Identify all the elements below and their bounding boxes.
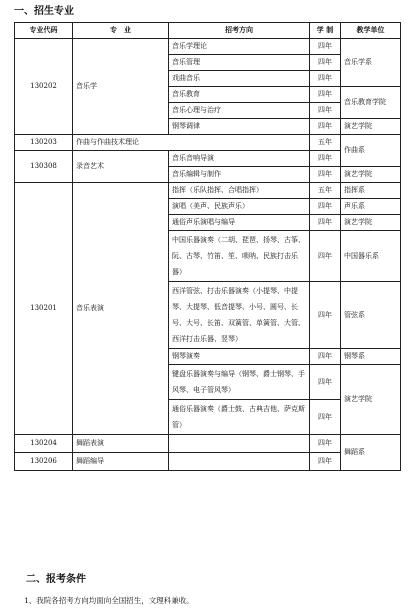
duration-cell: 四年 — [310, 71, 341, 87]
duration-cell: 四年 — [310, 453, 341, 471]
duration-cell: 四年 — [310, 365, 341, 400]
unit-cell: 音乐学系 — [341, 39, 401, 87]
direction-cell: 戏曲音乐 — [169, 71, 310, 87]
table-row — [15, 135, 401, 151]
direction-cell: 键盘乐器演奏与编导（钢琴、爵士钢琴、手风琴、电子管风琴） — [169, 365, 310, 400]
code-cell: 130308 — [15, 151, 73, 183]
direction-cell: 通俗乐器演奏（爵士鼓、古典吉他、萨克斯管） — [169, 400, 310, 435]
duration-cell: 四年 — [310, 87, 341, 103]
direction-cell — [169, 435, 310, 453]
direction-cell: 音乐教育 — [169, 87, 310, 103]
unit-cell: 舞蹈系 — [341, 435, 401, 471]
unit-cell: 演艺学院 — [341, 215, 401, 231]
duration-cell: 四年 — [310, 39, 341, 55]
direction-cell: 音乐心理与治疗 — [169, 103, 310, 119]
table-row — [15, 39, 401, 55]
duration-cell: 四年 — [310, 103, 341, 119]
duration-cell: 四年 — [310, 435, 341, 453]
header-code: 专业代码 — [15, 23, 73, 39]
duration-cell: 四年 — [310, 349, 341, 365]
unit-cell: 钢琴系 — [341, 349, 401, 365]
duration-cell: 五年 — [310, 135, 341, 151]
unit-cell: 演艺学院 — [341, 167, 401, 183]
direction-cell: 中国乐器演奏（二胡、琵琶、扬琴、古筝、阮、古琴、竹笛、笙、唢呐、民族打击乐器） — [169, 231, 310, 282]
majors-table — [14, 22, 401, 471]
unit-cell: 中国器乐系 — [341, 231, 401, 282]
direction-cell: 指挥（乐队指挥、合唱指挥） — [169, 183, 310, 199]
duration-cell: 四年 — [310, 215, 341, 231]
header-duration: 学 制 — [310, 23, 341, 39]
duration-cell: 四年 — [310, 231, 341, 282]
table-row — [15, 435, 401, 453]
code-cell: 130206 — [15, 453, 73, 471]
direction-cell: 音乐学理论 — [169, 39, 310, 55]
major-cell: 舞蹈表演 — [73, 435, 169, 453]
unit-cell: 声乐系 — [341, 199, 401, 215]
unit-cell: 指挥系 — [341, 183, 401, 199]
direction-cell: 演唱（美声、民族声乐） — [169, 199, 310, 215]
direction-cell: 音乐编辑与制作 — [169, 167, 310, 183]
direction-cell: 音乐管理 — [169, 55, 310, 71]
section-title-conditions: 二、报考条件 — [26, 574, 86, 585]
duration-cell: 四年 — [310, 151, 341, 167]
duration-cell: 四年 — [310, 199, 341, 215]
major-cell: 音乐表演 — [73, 183, 169, 435]
code-cell: 130202 — [15, 39, 73, 135]
unit-cell: 音乐教育学院 — [341, 87, 401, 119]
unit-cell: 演艺学院 — [341, 365, 401, 435]
direction-cell: 钢琴演奏 — [169, 349, 310, 365]
table-header-row — [15, 23, 401, 39]
direction-cell — [169, 453, 310, 471]
duration-cell: 四年 — [310, 400, 341, 435]
major-cell: 录音艺术 — [73, 151, 169, 183]
duration-cell: 四年 — [310, 167, 341, 183]
unit-cell: 作曲系 — [341, 135, 401, 167]
code-cell: 130201 — [15, 183, 73, 435]
code-cell: 130203 — [15, 135, 73, 151]
header-major: 专 业 — [73, 23, 169, 39]
direction-cell: 钢琴调律 — [169, 119, 310, 135]
major-cell: 舞蹈编导 — [73, 453, 169, 471]
condition-paragraph: 1、我院各招考方向均面向全国招生，文理科兼收。 — [24, 596, 194, 605]
section-title-majors: 一、招生专业 — [14, 6, 74, 17]
duration-cell: 四年 — [310, 119, 341, 135]
unit-cell: 演艺学院 — [341, 119, 401, 135]
direction-cell: 通俗声乐演唱与编导 — [169, 215, 310, 231]
table-row — [15, 183, 401, 199]
major-cell: 作曲与作曲技术理论 — [73, 135, 310, 151]
duration-cell: 四年 — [310, 282, 341, 349]
major-cell: 音乐学 — [73, 39, 169, 135]
header-unit: 教学单位 — [341, 23, 401, 39]
duration-cell: 五年 — [310, 183, 341, 199]
code-cell: 130204 — [15, 435, 73, 453]
direction-cell: 西洋管弦、打击乐器演奏（小提琴、中提琴、大提琴、低音提琴、小号、圆号、长号、大号、长笛、双簧管、单簧管、大管、西洋打击乐器、竖琴） — [169, 282, 310, 349]
direction-cell: 音乐音响导演 — [169, 151, 310, 167]
unit-cell: 管弦系 — [341, 282, 401, 349]
duration-cell: 四年 — [310, 55, 341, 71]
header-direction: 招考方向 — [169, 23, 310, 39]
